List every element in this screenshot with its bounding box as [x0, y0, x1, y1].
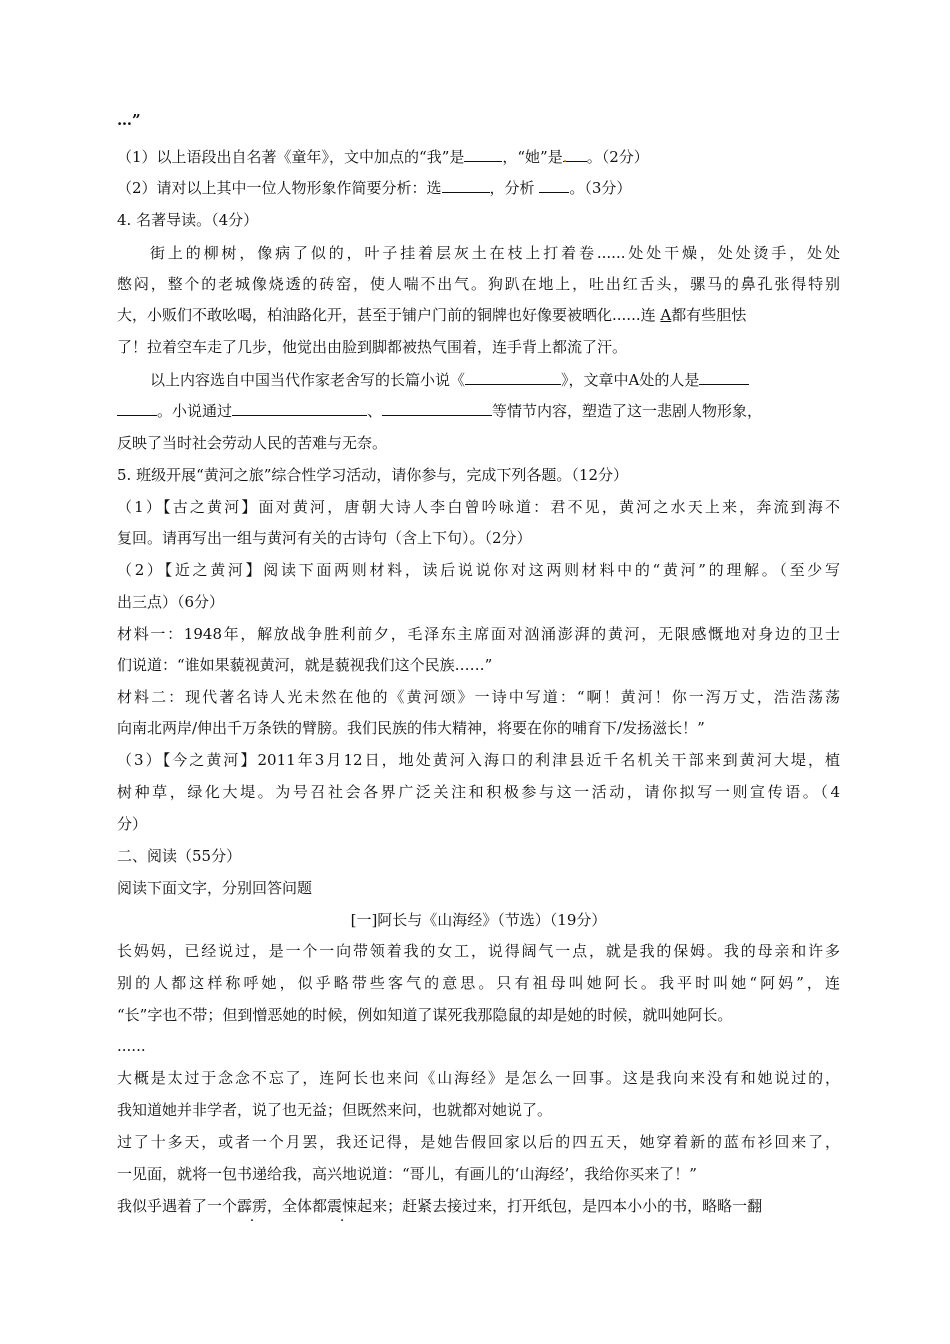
material-line: [117, 624, 840, 644]
reading-title: [117, 910, 840, 930]
text: 。（3分）: [569, 179, 632, 197]
text: 树种草，绿化大堤。为号召社会各界广泛关注和积极参与这一活动，请你拟写一则宣传语。（4: [117, 783, 840, 801]
dotted-word: 震悚: [327, 1197, 358, 1215]
text: 向南北两岸/伸出千万条铁的臂膀。我们民族的伟大精神，将要在你的哺育下/发扬滋长！”: [117, 719, 705, 737]
text: 憋闷，整个的老城像烧透的砖窑，使人喘不出气。狗趴在地上，吐出红舌头，骡马的鼻孔张得特别: [117, 275, 840, 293]
question-line: [117, 814, 840, 834]
text: 一见面，就将一包书递给我，高兴地说道：“哥儿，有画儿的‘山海经’，我给你买来了！”: [117, 1165, 697, 1183]
text: ......: [117, 1037, 146, 1055]
text: 们说道：“谁如果藐视黄河，就是藐视我们这个民族……”: [117, 656, 493, 674]
text-line: [117, 110, 840, 130]
text: 二、阅读（55分）: [117, 847, 242, 865]
question-line: [117, 401, 840, 421]
text: 长妈妈，已经说过，是一个一向带领着我的女工，说得阔气一点，就是我的保姆。我的母亲和许多: [117, 942, 840, 960]
question-line: [117, 560, 840, 580]
text: 《: [450, 371, 466, 389]
text: （1）以上语段出自名著《童年》，文中加点的“我”是: [117, 148, 465, 166]
question-5: [117, 465, 840, 485]
answer-blank[interactable]: [562, 147, 587, 166]
text: 起来；赶紧去接过来，打开纸包，是四本小小的书，略略一翻: [357, 1197, 763, 1215]
dotted-word: 霹雳: [237, 1197, 268, 1215]
passage-line: [117, 337, 840, 357]
question-line: [117, 592, 840, 612]
text: ，“她”是: [502, 148, 563, 166]
text: （1）【古之黄河】面对黄河，唐朝大诗人李白曾吟咏道：君不见，黄河之水天上来，奔流到海不: [117, 498, 840, 516]
text: （2）【近之黄河】阅读下面两则材料，读后说说你对这两则材料中的“黄河”的理解。（至少写: [117, 561, 840, 579]
reading-line: [117, 1164, 840, 1184]
reading-line: [117, 973, 840, 993]
reading-line: [117, 1100, 840, 1120]
text: ，分析: [489, 179, 540, 197]
answer-blank[interactable]: [117, 401, 157, 416]
text: 等情节内容，塑造了这一悲剧人物形象，: [492, 402, 763, 420]
reading-line: [117, 1196, 840, 1216]
passage-line: [117, 305, 840, 325]
text: 大概是太过于念念不忘了，连阿长也来问《山海经》是怎么一回事。这是我向来没有和她说过的，: [117, 1069, 840, 1087]
answer-blank[interactable]: [699, 370, 749, 385]
question-line: [117, 497, 840, 517]
text: 以上内容选自中国当代作家老舍写的长篇小说: [150, 371, 451, 389]
reading-line: [117, 941, 840, 961]
question-line: [117, 782, 840, 802]
passage-line: [150, 243, 840, 263]
question-4: [117, 210, 840, 230]
text: …”: [117, 111, 141, 129]
text: 分）: [117, 815, 148, 833]
text: 了！拉着空车走了几步，他觉出由脸到脚都被热气围着，连手背上都流了汗。: [117, 338, 628, 356]
answer-blank[interactable]: [382, 401, 492, 416]
text: 过了十多天，或者一个月罢，我还记得，是她告假回家以后的四五天，她穿着新的蓝布衫回来了，: [117, 1133, 840, 1151]
question-line: [117, 528, 840, 548]
marker-a: A: [660, 306, 672, 324]
text: 阅读下面文字，分别回答问题: [117, 879, 313, 897]
text: 5. 班级开展“黄河之旅”综合性学习活动，请你参与，完成下列各题。（12分）: [117, 466, 629, 484]
text: “长”字也不带；但到憎恶她的时候，例如知道了谋死我那隐鼠的却是她的时候，就叫她阿长。: [117, 1006, 733, 1024]
question-line: [117, 750, 840, 770]
text: 、: [367, 402, 383, 420]
passage-line: [117, 274, 840, 294]
answer-blank[interactable]: [232, 401, 367, 416]
mark-icon: .: [562, 148, 568, 166]
answer-blank[interactable]: [465, 370, 561, 385]
text: 。（2分）: [586, 148, 649, 166]
text: ，文章中A处的人是: [568, 371, 700, 389]
material-line: [117, 655, 840, 675]
question-2: [117, 178, 840, 198]
reading-line: [117, 1068, 840, 1088]
section-instruction: [117, 878, 840, 898]
text: 我似乎遇着了一个: [117, 1197, 238, 1215]
question-line: [117, 433, 840, 453]
text: 材料一：1948年，解放战争胜利前夕，毛泽东主席面对汹涌澎湃的黄河，无限感慨地对身边的卫士: [117, 625, 840, 643]
section-heading: [117, 846, 840, 866]
text: （3）【今之黄河】2011年3月12日，地处黄河入海口的利津县近千名机关干部来到黄河大堤，植: [117, 751, 840, 769]
text: 出三点）（6分）: [117, 593, 225, 611]
text: 。小说通过: [157, 402, 233, 420]
text: 复回。请再写出一组与黄河有关的古诗句（含上下句）。（2分）: [117, 529, 532, 547]
text: （2）请对以上其中一位人物形象作简要分析：选: [117, 179, 442, 197]
text: 大，小贩们不敢吆喝，柏油路化开，甚至于铺户门前的铜牌也好像要被晒化......连: [117, 306, 661, 324]
reading-line: [117, 1132, 840, 1152]
text: 4. 名著导读。（4分）: [117, 211, 259, 229]
text: [一]阿长与《山海经》（节选）（19分）: [350, 911, 607, 929]
answer-blank[interactable]: [442, 178, 490, 193]
material-line: [117, 718, 840, 738]
text: 》: [561, 371, 569, 389]
answer-blank[interactable]: [464, 147, 502, 162]
reading-line: [117, 1036, 840, 1056]
text: 都有些胆怯: [671, 306, 747, 324]
text: 我知道她并非学者，说了也无益；但既然来问，也就都对她说了。: [117, 1101, 553, 1119]
text: 别的人都这样称呼她，似乎略带些客气的意思。只有祖母叫她阿长。我平时叫她“阿妈”，连: [117, 974, 840, 992]
text: 材料二：现代著名诗人光未然在他的《黄河颂》一诗中写道：“啊！黄河！你一泻万丈，浩浩荡荡: [117, 688, 840, 706]
material-line: [117, 687, 840, 707]
reading-line: [117, 1005, 840, 1025]
text: ，全体都: [267, 1197, 328, 1215]
text: 街上的柳树，像病了似的，叶子挂着层灰土在枝上打着卷......处处干燥，处处烫手，处处: [150, 244, 840, 262]
question-line: [150, 370, 840, 390]
answer-blank[interactable]: [539, 178, 569, 193]
text: 反映了当时社会劳动人民的苦难与无奈。: [117, 434, 388, 452]
question-1: [117, 147, 840, 167]
